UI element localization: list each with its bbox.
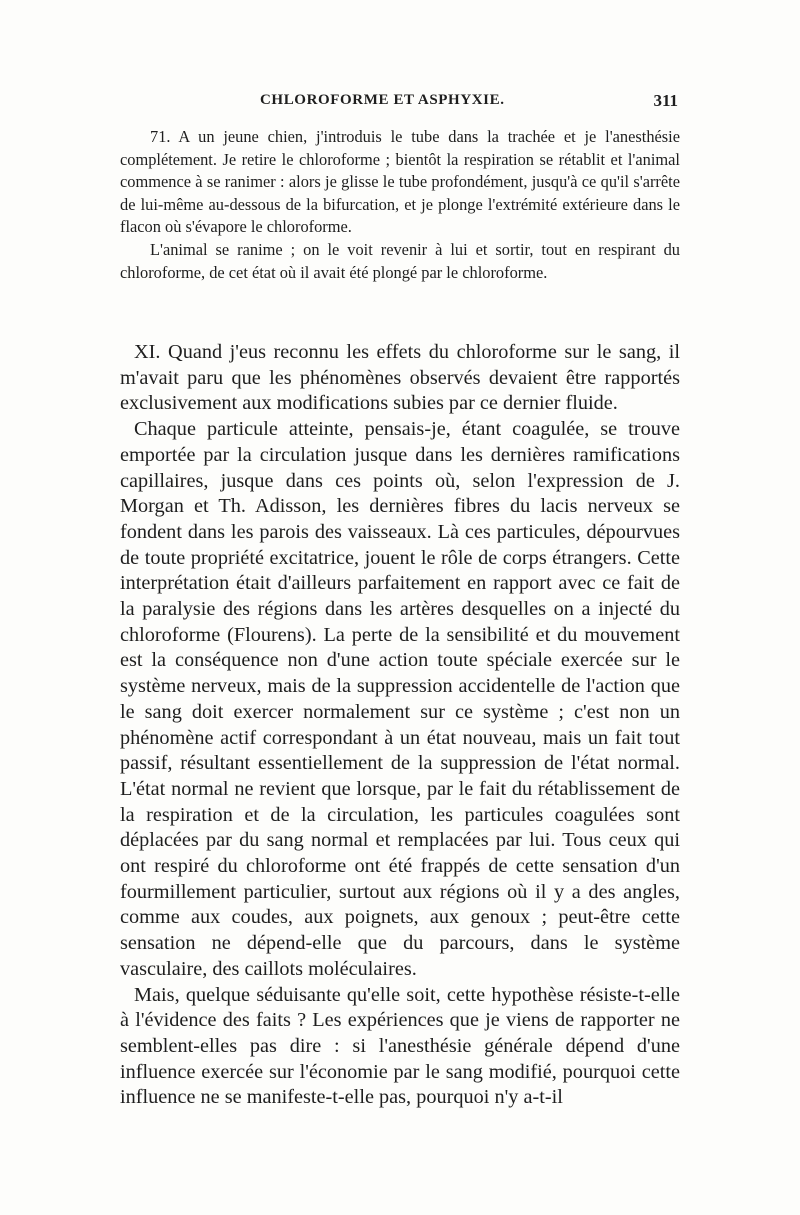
section-paragraph-1 [120, 340, 680, 417]
experiment-paragraph-2: L'animal se ranime ; on le voit revenir à lui et sortir, tout en respirant du chloroforme, de cet état où il avait été plongé par le chloroforme. [120, 239, 680, 282]
section-paragraph-3: Mais, quelque séduisante qu'elle soit, cette hypothèse résiste-t-elle à l'évidence des faits ? Les expériences que je viens de rapporter ne semblent-elles pas dire : si l'anesthésie générale dépend d'une influence exercée sur l'économie par le sang modifié, pourquoi cette influence ne se manifeste-t-elle pas, pourquoi n'y a-t-il [120, 983, 680, 1109]
section-number: XI. [134, 341, 161, 363]
section-paragraph-2: Chaque particule atteinte, pensais-je, étant coagulée, se trouve emportée par la circulation jusque dans les dernières ramifications capillaires, jusque dans ces points où, selon l'expression de J. Morgan et Th. Adisson, les dernières fibres du lacis nerveux se fondent dans les parois des vaisseaux. Là ces particules, dépourvues de toute propriété excitatrice, jouent le rôle de corps étrangers. Cette interprétation était d'ailleurs parfaitement en rapport avec ce fait de la paralysie des régions dans les artères desquelles on a injecté du chloroforme (Flourens). La perte de la sensibilité et du mouvement est la conséquence non d'une action toute spéciale exercée sur le système nerveux, mais de la suppression accidentelle de l'action que le sang doit exercer normalement sur ce système ; c'est non un phénomène actif correspondant à un état nouveau, mais un fait tout passif, résultant essentiellement de la suppression de l'état normal. L'état normal ne revient que lorsque, par le fait du rétablissement de la respiration et de la circulation, les particules coagulées sont déplacées par du sang normal et remplacées par lui. Tous ceux qui ont respiré du chloroforme ont été frappés de cette sensation d'un fourmillement particulier, surtout aux régions où il y a des angles, comme aux coudes, aux poignets, aux genoux ; peut-être cette sensation ne dépend-elle que du parcours, dans le système vasculaire, des caillots moléculaires. [120, 418, 680, 980]
experiment-71-text [120, 126, 680, 284]
section-paragraph-1-text: Quand j'eus reconnu les effets du chloroforme sur le sang, il m'avait paru que les phénomènes observés devaient être rapportés exclusivement aux modifications subies par ce dernier fluide. [120, 341, 680, 415]
running-head [120, 92, 680, 114]
page-number: 311 [653, 91, 678, 110]
running-title: CHLOROFORME ET ASPHYXIE. [260, 92, 505, 108]
experiment-paragraph-1: 71. A un jeune chien, j'introduis le tube dans la trachée et je l'anesthésie complétement. Je retire le chloroforme ; bientôt la respiration se rétablit et l'animal commence à se ranimer : alors je glisse le tube profondément, jusqu'à ce qu'il s'arrête de lui-même au-dessous de la bifurcation, et je plonge l'extrémité extérieure dans le flacon où s'évapore le chloroforme. [120, 127, 680, 237]
section-xi-text [120, 340, 680, 1111]
